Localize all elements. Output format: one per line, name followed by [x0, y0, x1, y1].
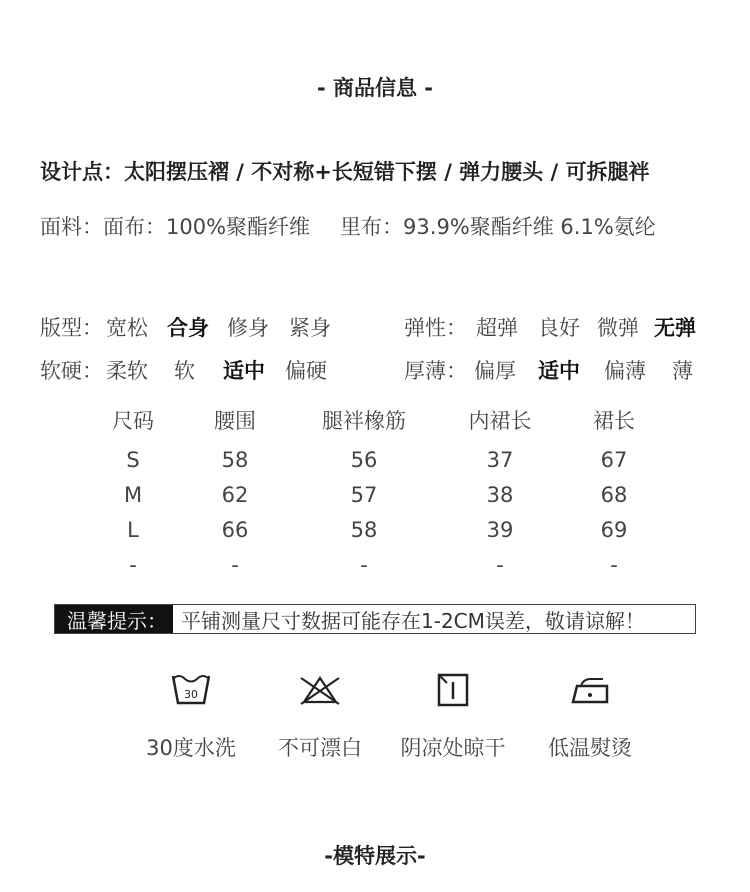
- care-dry: [383, 672, 523, 762]
- size-table-cell: -: [610, 553, 618, 577]
- attr-thickness-option-selected: 适中: [538, 359, 580, 383]
- attr-softness: [40, 355, 380, 385]
- size-table-cell: 38: [486, 483, 514, 507]
- attr-softness-option: 软: [174, 359, 195, 383]
- measurement-tip: [54, 604, 696, 634]
- care-bleach-label: 不可漂白: [278, 736, 362, 760]
- size-table-header: 腰围: [214, 409, 256, 433]
- size-table-header: 尺码: [112, 409, 154, 433]
- attr-elasticity-option: 良好: [538, 316, 580, 340]
- size-table-cell: 69: [600, 518, 628, 542]
- attr-softness-option: 偏硬: [285, 359, 327, 383]
- attr-thickness-option: 薄: [672, 359, 693, 383]
- size-table-cell: 66: [221, 518, 249, 542]
- attr-elasticity-option: 微弹: [597, 316, 639, 340]
- fabric-lining: 里布：93.9%聚酯纤维 6.1%氨纶: [340, 215, 656, 239]
- care-wash: [121, 672, 261, 762]
- size-table-header: 内裙长: [468, 409, 532, 433]
- attr-fit-option: 修身: [227, 316, 269, 340]
- attr-softness-option: 柔软: [106, 359, 148, 383]
- size-table-cell: 67: [600, 448, 628, 472]
- attr-fit-label: 版型：: [40, 316, 103, 340]
- attr-elasticity: [404, 312, 724, 342]
- size-table-cell: S: [126, 448, 140, 472]
- care-dry-label: 阴凉处晾干: [400, 736, 506, 760]
- wash-temp: 30: [184, 688, 198, 701]
- attr-elasticity-label: 弹性：: [404, 316, 467, 340]
- size-table-cell: L: [127, 518, 139, 542]
- attr-elasticity-option-selected: 无弹: [654, 316, 696, 340]
- size-table-cell: 58: [350, 518, 378, 542]
- wash-30-icon: [170, 672, 212, 708]
- attr-thickness-option: 偏薄: [604, 359, 646, 383]
- size-table-cell: 37: [486, 448, 514, 472]
- size-table-cell: 58: [221, 448, 249, 472]
- size-table-header: 腿袢橡筋: [322, 409, 406, 433]
- care-iron: [520, 672, 660, 762]
- design-points: 设计点：太阳摆压褶 / 不对称+长短错下摆 / 弹力腰头 / 可拆腿袢: [40, 160, 650, 184]
- size-table-cell: -: [496, 553, 504, 577]
- tip-text: 平铺测量尺寸数据可能存在1-2CM误差，敬请谅解！: [181, 608, 645, 633]
- care-bleach: [250, 672, 390, 762]
- attr-thickness-label: 厚薄：: [404, 359, 467, 383]
- size-table-cell: 56: [350, 448, 378, 472]
- size-table-header: 裙长: [593, 409, 635, 433]
- model-section-title: -模特展示-: [324, 844, 426, 868]
- size-table-cell: -: [360, 553, 368, 577]
- size-table-cell: -: [129, 553, 137, 577]
- attr-thickness: [404, 355, 724, 385]
- size-table-cell: -: [231, 553, 239, 577]
- line-dry-shade-icon: [432, 672, 474, 708]
- size-table-cell: 57: [350, 483, 378, 507]
- attr-fit-option: 紧身: [289, 316, 331, 340]
- size-table-cell: 39: [486, 518, 514, 542]
- fabric-info: [40, 211, 656, 241]
- size-table-cell: 62: [221, 483, 249, 507]
- size-table-cell: M: [123, 483, 143, 507]
- attr-fit-option-selected: 合身: [167, 316, 209, 340]
- attr-thickness-option: 偏厚: [474, 359, 516, 383]
- care-iron-label: 低温熨烫: [548, 736, 632, 760]
- fabric-main: 面料：面布：100%聚酯纤维: [40, 215, 311, 239]
- iron-low-icon: [569, 672, 611, 708]
- attr-softness-option-selected: 适中: [223, 359, 265, 383]
- size-table-cell: 68: [600, 483, 628, 507]
- attr-fit-option: 宽松: [106, 316, 148, 340]
- no-bleach-icon: [299, 672, 341, 708]
- attr-elasticity-option: 超弹: [476, 316, 518, 340]
- attr-fit: [40, 312, 380, 342]
- care-wash-label: 30度水洗: [146, 736, 236, 760]
- section-title: - 商品信息 -: [316, 76, 434, 100]
- attr-softness-label: 软硬：: [40, 359, 103, 383]
- tip-label: 温馨提示：: [55, 605, 173, 633]
